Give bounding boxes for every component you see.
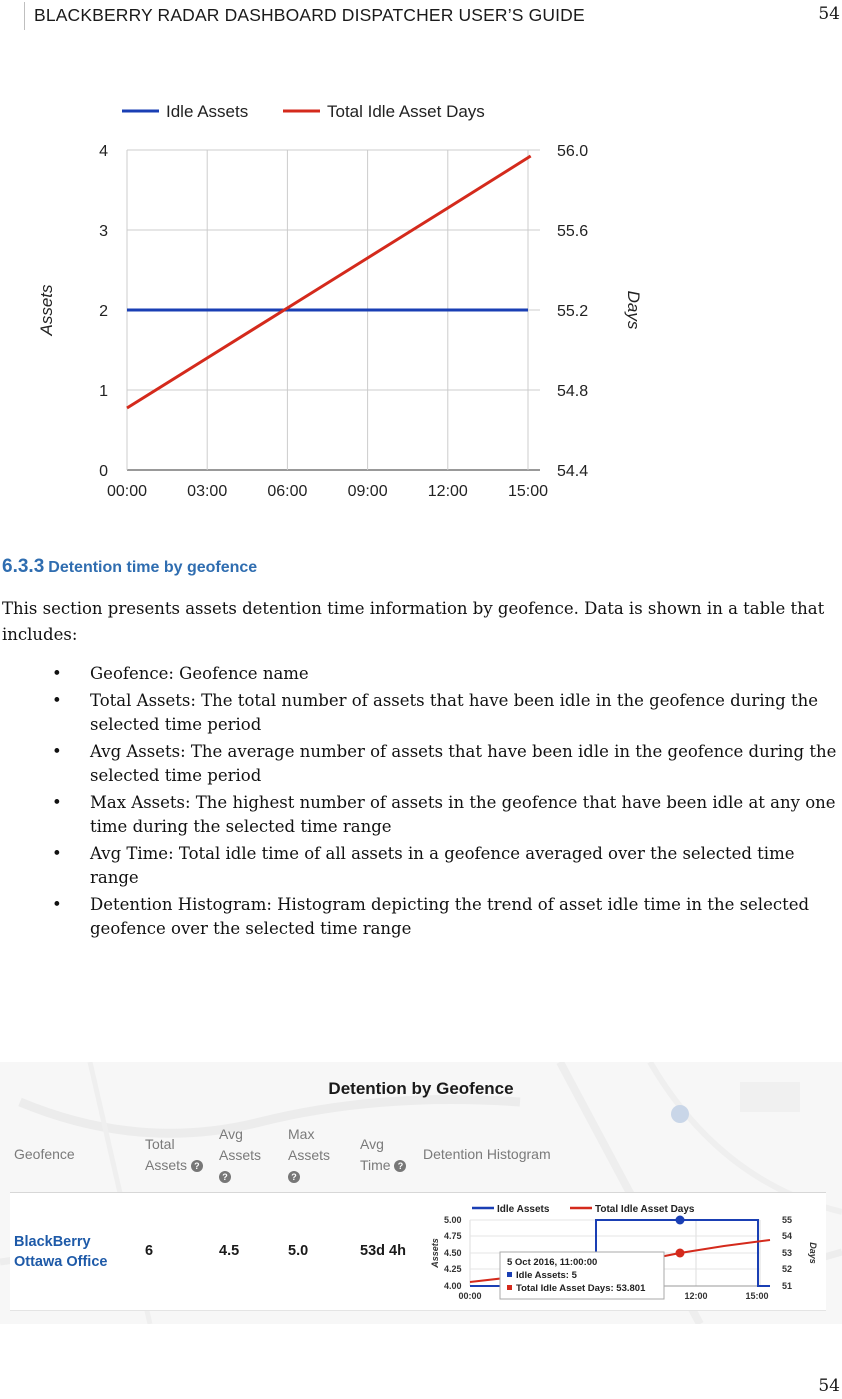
bullet-dot: • <box>52 844 62 863</box>
geofence-name-line-1: BlackBerry <box>14 1234 91 1250</box>
mini-ylabel-left: Assets <box>430 1238 440 1268</box>
help-icon[interactable]: ? <box>394 1160 406 1172</box>
ytick-right-label: 54.4 <box>557 463 589 480</box>
help-icon[interactable]: ? <box>219 1171 231 1183</box>
ylabel-right: Days <box>624 290 643 330</box>
col-avg-assets-label-2: Assets <box>219 1147 262 1163</box>
col-avg-assets[interactable] <box>219 1124 261 1187</box>
tooltip-swatch-red <box>507 1285 512 1290</box>
bullet-dot: • <box>52 895 62 914</box>
mini-ytick-right: 53 <box>782 1248 793 1258</box>
header-page-number: 54 <box>818 4 840 24</box>
mini-xtick: 15:00 <box>745 1291 769 1301</box>
mini-legend-idle-assets: Idle Assets <box>497 1204 550 1215</box>
chart-tooltip <box>500 1252 664 1299</box>
mini-ytick-left: 4.25 <box>444 1264 462 1274</box>
help-icon[interactable]: ? <box>191 1160 203 1172</box>
ytick-right-label: 55.6 <box>557 223 589 240</box>
geofence-name-line-2: Ottawa Office <box>14 1254 108 1270</box>
col-total-assets-label-1: Total <box>145 1136 175 1152</box>
mini-ytick-right: 52 <box>782 1264 793 1274</box>
mini-ytick-right: 51 <box>782 1281 793 1291</box>
mini-ytick-right: 55 <box>782 1215 793 1225</box>
col-total-assets-label-2: Assets <box>145 1157 188 1173</box>
idle-assets-chart <box>0 88 842 508</box>
header-title: BLACKBERRY RADAR DASHBOARD DISPATCHER USER’S GUIDE <box>34 5 585 25</box>
bullet-item <box>52 893 842 941</box>
mini-ytick-right: 54 <box>782 1231 793 1241</box>
bullet-text: Detention Histogram: Histogram depicting the trend of asset idle time in the selected geofence over the selected time range <box>90 895 810 938</box>
mini-point-total-days[interactable] <box>676 1249 685 1258</box>
mini-ytick-left: 5.00 <box>444 1215 462 1225</box>
section-title: Detention time by geofence <box>48 559 258 576</box>
detention-histogram-chart[interactable] <box>424 1200 824 1304</box>
col-avg-time-label-2: Time <box>360 1157 391 1173</box>
page-header <box>0 0 842 34</box>
mini-ytick-left: 4.50 <box>444 1248 462 1258</box>
xtick-label: 03:00 <box>187 483 228 500</box>
ytick-left-label: 1 <box>99 383 108 400</box>
total-assets-value: 6 <box>145 1243 154 1259</box>
mini-ytick-left: 4.00 <box>444 1281 462 1291</box>
bullet-text: Avg Assets: The average number of assets that have been idle in the geofence during the selected time period <box>90 742 837 785</box>
col-total-assets[interactable] <box>145 1134 203 1176</box>
legend-label: Idle Assets <box>166 102 249 121</box>
col-avg-time-label-1: Avg <box>360 1136 384 1152</box>
bullet-item <box>52 740 842 788</box>
col-max-assets[interactable] <box>288 1124 330 1187</box>
help-icon[interactable]: ? <box>288 1171 300 1183</box>
ylabel-left: Assets <box>37 284 56 336</box>
mini-ytick-left: 4.75 <box>444 1231 462 1241</box>
detention-by-geofence-panel <box>0 1062 842 1324</box>
ytick-left-label: 4 <box>99 143 108 160</box>
col-geofence[interactable]: Geofence <box>14 1146 75 1162</box>
xtick-label: 12:00 <box>427 483 468 500</box>
bullet-text: Total Assets: The total number of assets that have been idle in the geofence during the selected time period <box>90 691 818 734</box>
col-avg-time[interactable] <box>360 1134 406 1176</box>
col-avg-assets-label-1: Avg <box>219 1126 243 1142</box>
tooltip-line-idle-assets: Idle Assets: 5 <box>516 1270 577 1281</box>
tooltip-swatch-blue <box>507 1272 512 1277</box>
ytick-right-label: 54.8 <box>557 383 589 400</box>
bullet-dot: • <box>52 664 62 683</box>
ytick-right-label: 56.0 <box>557 143 589 160</box>
avg-assets-value: 4.5 <box>219 1243 240 1259</box>
section-number: 6.3.3 <box>2 556 45 577</box>
avg-time-value: 53d 4h <box>360 1243 406 1259</box>
mini-xtick: 12:00 <box>684 1291 708 1301</box>
bullet-item <box>52 662 842 686</box>
bullet-list <box>52 662 842 944</box>
legend-label: Total Idle Asset Days <box>327 102 485 121</box>
mini-xtick: 00:00 <box>458 1291 482 1301</box>
tooltip-line-total-days: Total Idle Asset Days: 53.801 <box>516 1283 646 1294</box>
col-max-assets-label-1: Max <box>288 1126 315 1142</box>
ytick-left-label: 2 <box>99 303 108 320</box>
bullet-dot: • <box>52 793 62 812</box>
xtick-label: 15:00 <box>507 483 549 500</box>
panel-title: Detention by Geofence <box>328 1079 514 1098</box>
bullet-text: Avg Time: Total idle time of all assets in a geofence averaged over the selected time range <box>90 844 795 887</box>
intro-paragraph: This section presents assets detention time information by geofence. Data is shown in a table that includes: <box>2 599 825 644</box>
bullet-dot: • <box>52 691 62 710</box>
ytick-left-label: 0 <box>99 463 108 480</box>
mini-ylabel-right: Days <box>808 1242 818 1264</box>
col-detention-histogram[interactable]: Detention Histogram <box>423 1146 551 1162</box>
xtick-label: 00:00 <box>106 483 148 500</box>
bullet-text: Geofence: Geofence name <box>90 664 309 683</box>
mini-point-idle-assets[interactable] <box>676 1216 685 1225</box>
ytick-left-label: 3 <box>99 223 108 240</box>
tooltip-title: 5 Oct 2016, 11:00:00 <box>507 1257 598 1268</box>
bullet-item <box>52 791 842 839</box>
col-max-assets-label-2: Assets <box>288 1147 331 1163</box>
bullet-item <box>52 842 842 890</box>
header-divider <box>24 2 25 30</box>
ytick-right-label: 55.2 <box>557 303 589 320</box>
bullet-text: Max Assets: The highest number of assets in the geofence that have been idle at any one time during the selected time range <box>90 793 836 836</box>
footer-page-number: 54 <box>818 1376 840 1396</box>
section-heading <box>2 556 257 578</box>
bullet-dot: • <box>52 742 62 761</box>
xtick-label: 06:00 <box>267 483 308 500</box>
xtick-label: 09:00 <box>347 483 388 500</box>
max-assets-value: 5.0 <box>288 1243 309 1259</box>
geofence-link[interactable] <box>14 1232 107 1272</box>
series-line-total-idle-asset-days <box>127 156 531 408</box>
bullet-item <box>52 689 842 737</box>
mini-legend-total-days: Total Idle Asset Days <box>595 1204 695 1215</box>
map-pin-icon <box>671 1105 689 1123</box>
